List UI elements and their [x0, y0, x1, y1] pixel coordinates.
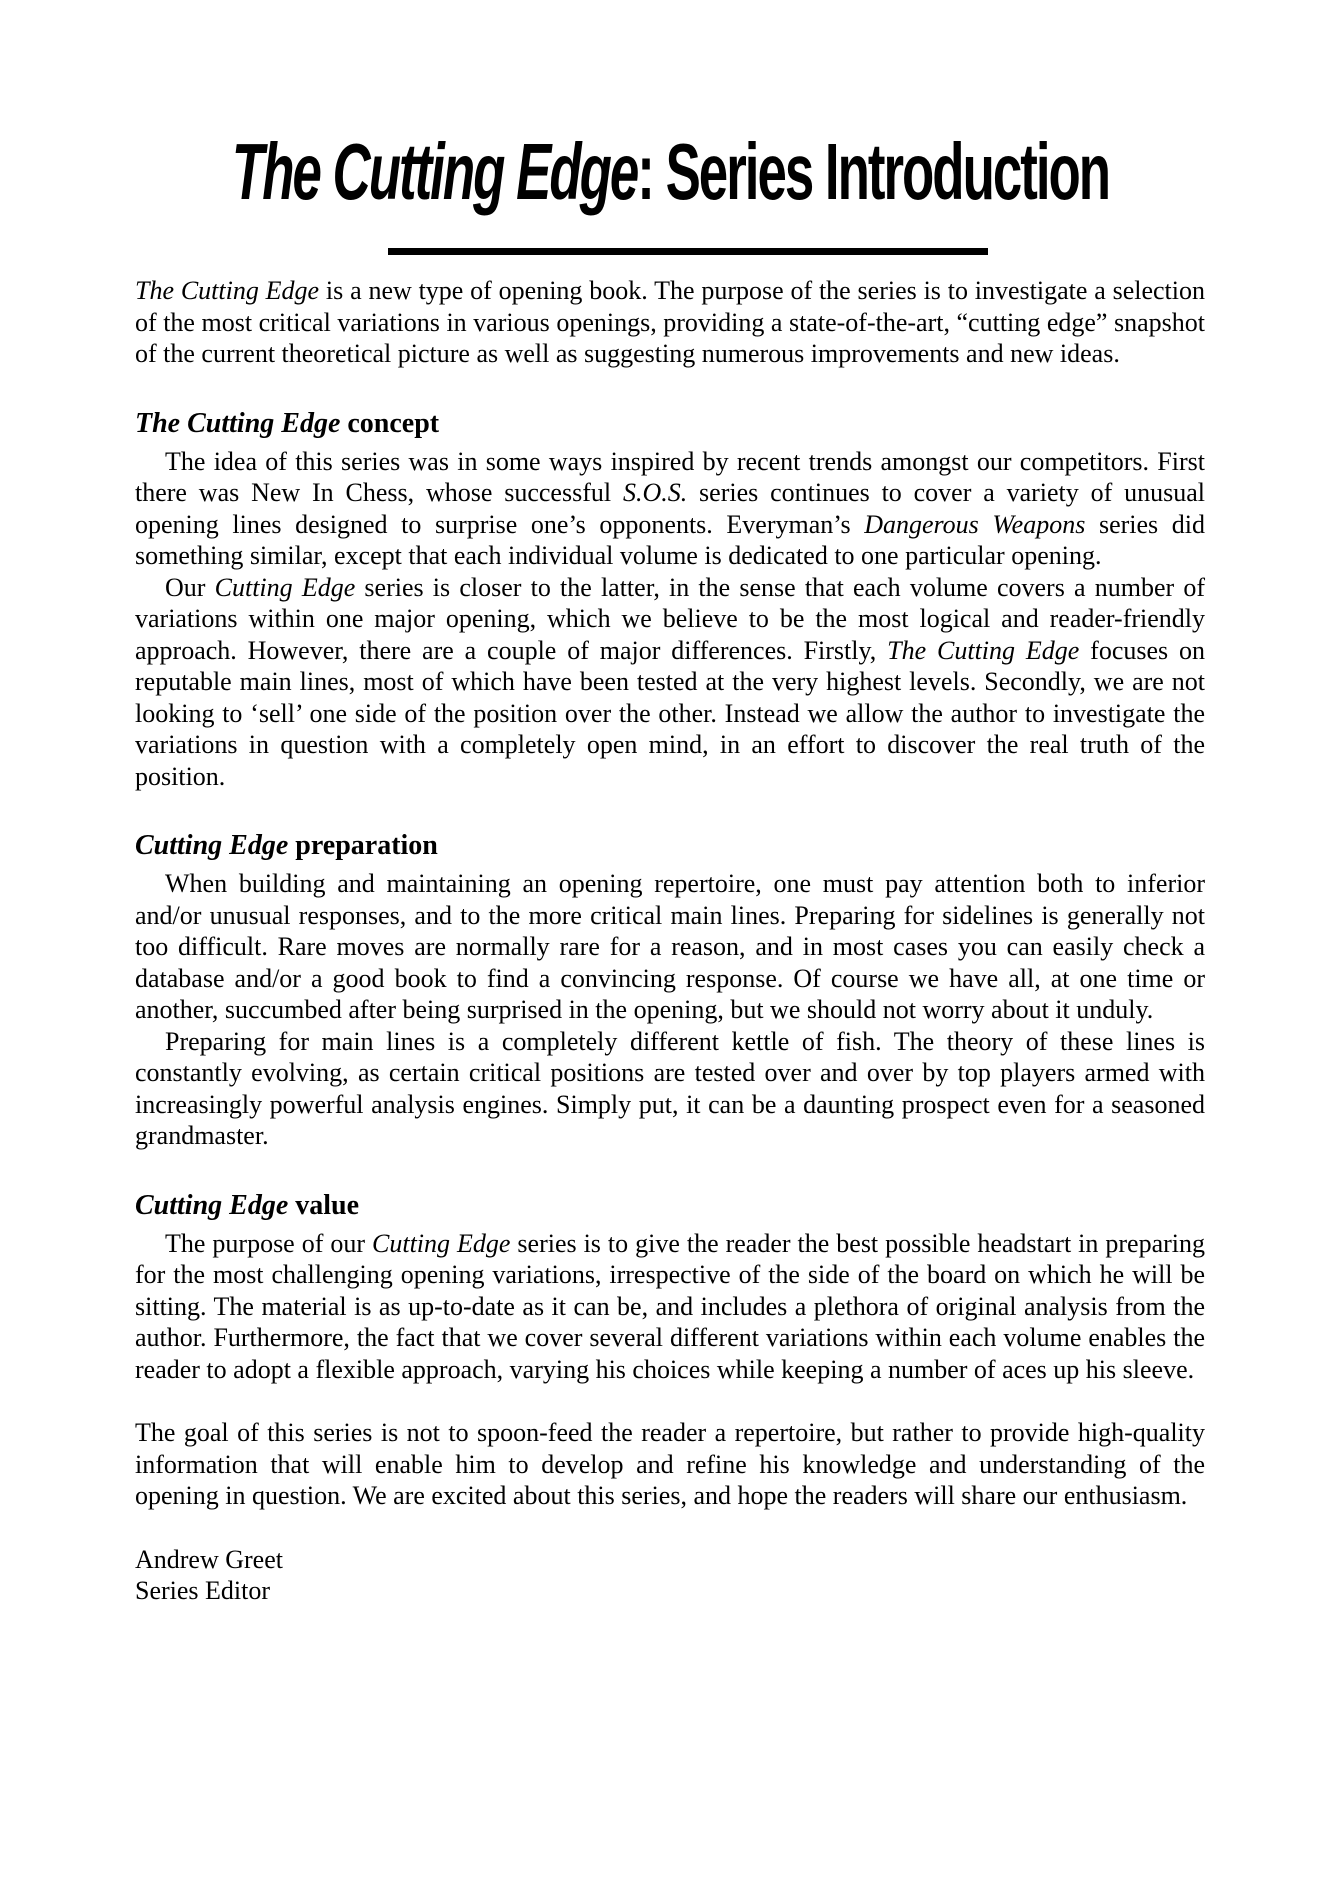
intro-paragraph: The Cutting Edge is a new type of opening book. The purpose of the series is to investigate a selection of the most critical variations in various openings, providing a state-of-the-art, “cutting edge” snapshot of the current theoretical picture as well as suggesting numerous improvements and new ideas.	[135, 276, 1206, 368]
preparation-paragraph-1: When building and maintaining an opening repertoire, one must pay attention both to inferior and/or unusual responses, and to the more critical main lines. Preparing for sidelines is generally not too difficult. Rare moves are normally rare for a reason, and in most cases you can easily check a database and/or a good book to find a convincing response. Of course we have all, at one time or another, succumbed after being surprised in the opening, but we should not worry about it unduly.	[135, 869, 1205, 1024]
value-paragraph-1: The purpose of our Cutting Edge series is to give the reader the best possible headstart in preparing for the most challenging opening variations, irrespective of the side of the board on which he will be sitting. The material is as up-to-date as it can be, and includes a plethora of original analysis from the author. Furthermore, the fact that we cover several different variations within each volume enables the reader to adopt a flexible approach, varying his choices while keeping a number of aces up his sleeve.	[135, 1228, 1205, 1384]
concept-paragraph-1: The idea of this series was in some ways inspired by recent trends amongst our competitors. First there was New In Chess, whose successful S.O.S. series continues to cover a variety of unusual opening lines designed to surprise one’s opponents. Everyman’s Dangerous Weapons series did something similar, except that each individual volume is dedicated to one particular opening.	[135, 446, 1205, 570]
section-value	[135, 1190, 1205, 1386]
closing-paragraph: The goal of this series is not to spoon-feed the reader a repertoire, but rather to provide high-quality information that will enable him to develop and refine his knowledge and understanding of the opening in question. We are excited about this series, and hope the readers will share our enthusiasm.	[135, 1418, 1205, 1510]
section-preparation	[135, 830, 1205, 1152]
signature-name: Andrew Greet	[135, 1544, 283, 1574]
page-title-text: The Cutting Edge: Series Introduction	[231, 127, 1109, 216]
title-divider	[388, 248, 988, 255]
page-title	[135, 127, 1205, 216]
concept-paragraph-2: Our Cutting Edge series is closer to the latter, in the sense that each volume covers a number of variations within one major opening, which we believe to be the most logical and reader-friendly approach. However, there are a couple of major differences. Firstly, The Cutting Edge focuses on reputable main lines, most of which have been tested at the very highest levels. Secondly, we are not looking to ‘sell’ one side of the position over the other. Instead we allow the author to investigate the variations in question with a completely open mind, in an effort to discover the real truth of the position.	[135, 572, 1206, 791]
signature-role: Series Editor	[135, 1576, 271, 1605]
preparation-paragraph-2: Preparing for main lines is a completely different kettle of fish. The theory of these lines is constantly evolving, as certain critical positions are tested over and over by top players armed with increasingly powerful analysis engines. Simply put, it can be a daunting prospect even for a seasoned grandmaster.	[135, 1026, 1205, 1150]
value-heading: Cutting Edge value	[135, 1189, 360, 1221]
concept-heading: The Cutting Edge concept	[135, 407, 440, 439]
section-concept	[135, 408, 1205, 793]
preparation-heading: Cutting Edge preparation	[135, 830, 438, 861]
